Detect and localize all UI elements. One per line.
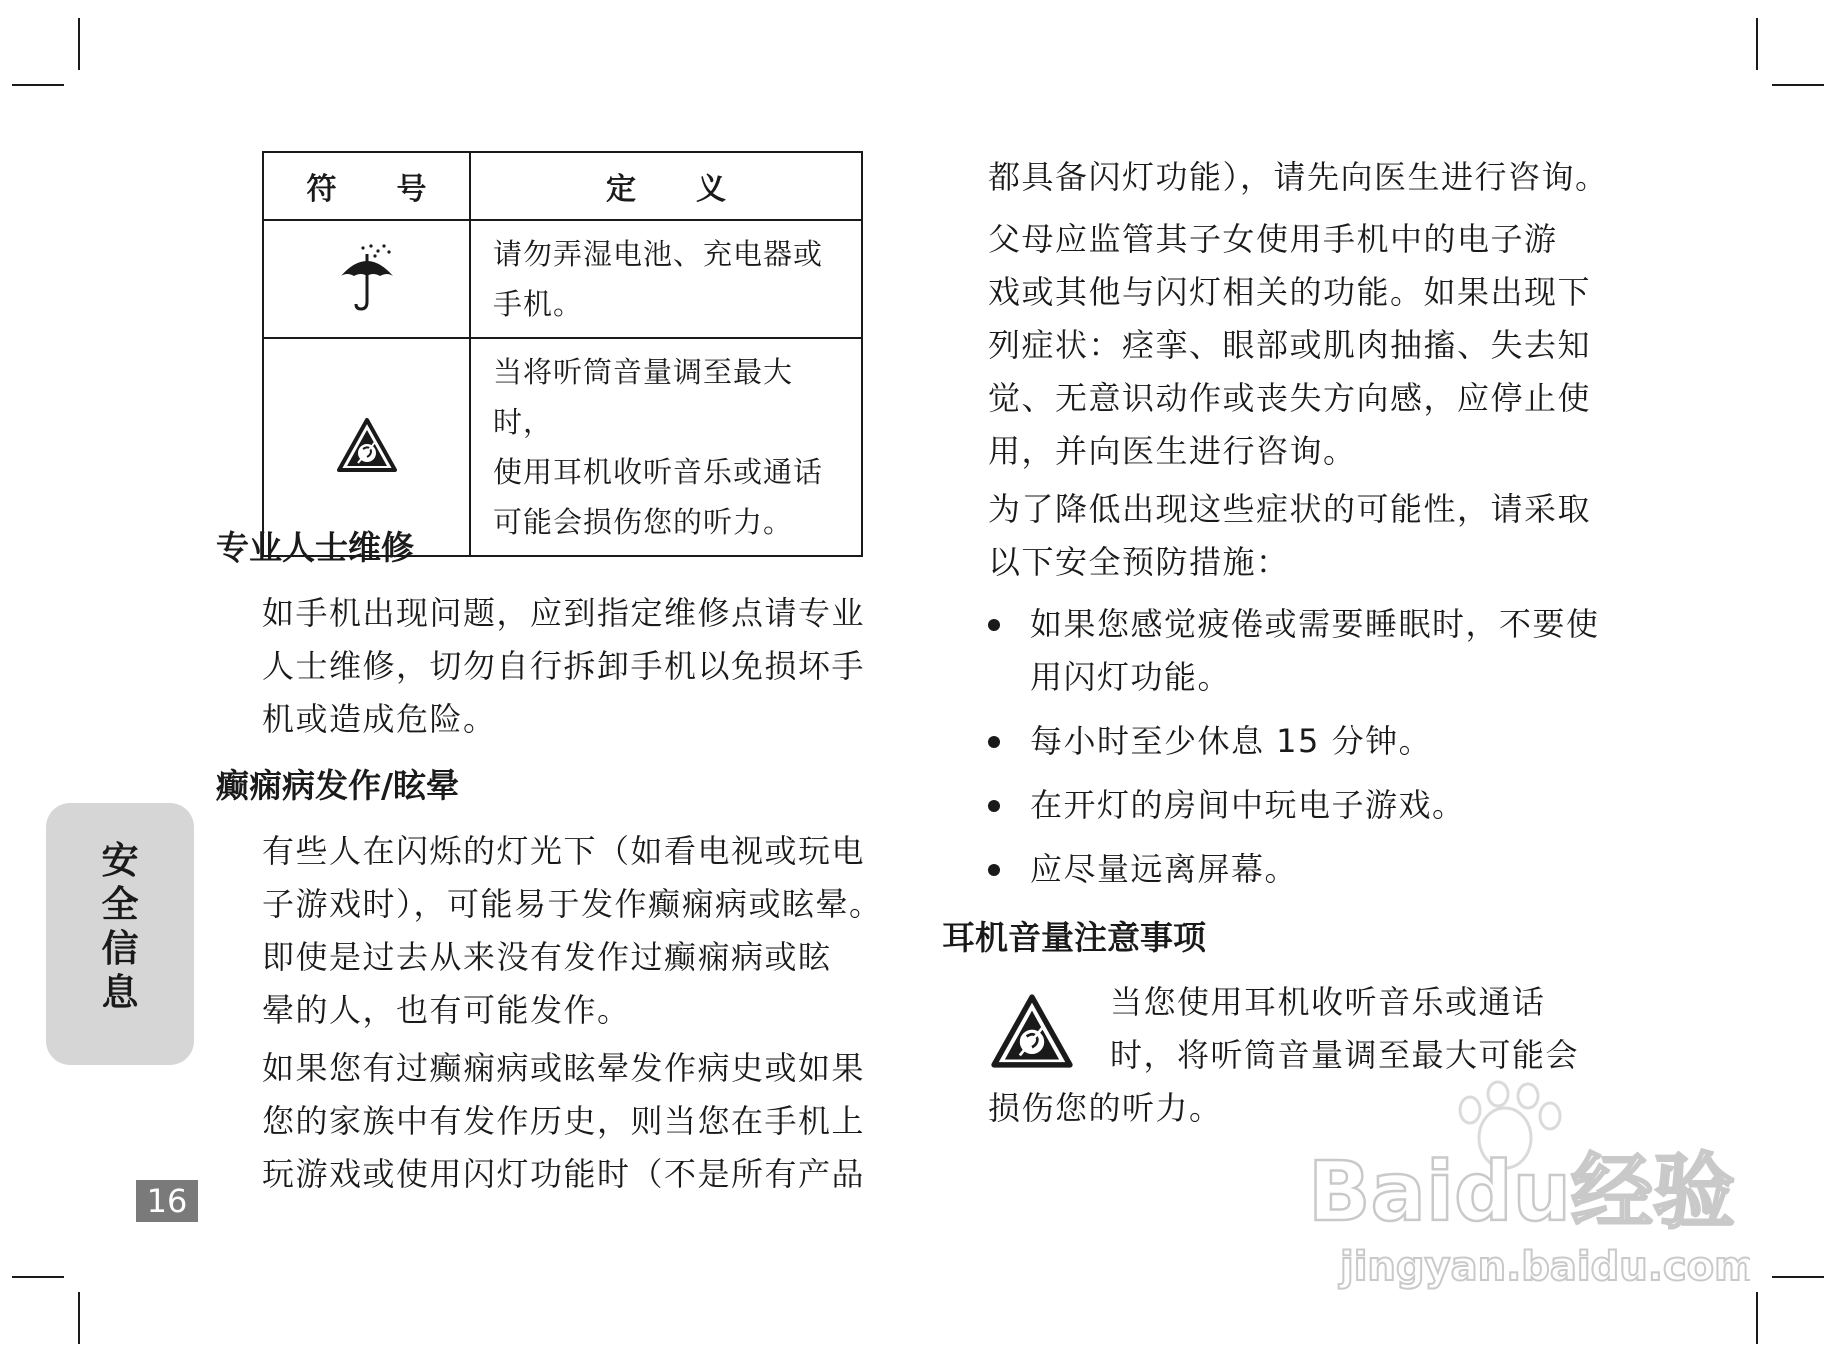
- crop-mark: [12, 84, 64, 86]
- text-line: 用闪灯功能。: [1030, 658, 1232, 696]
- headphone-text-cont: [988, 1082, 1223, 1135]
- text-line: 应尽量远离屏幕。: [1030, 850, 1299, 888]
- precaution-list: [988, 598, 1600, 907]
- crop-mark: [12, 1276, 64, 1278]
- crop-mark: [78, 1292, 80, 1344]
- paragraph-repair: [262, 587, 865, 746]
- text-line: 以下安全预防措施：: [988, 543, 1290, 581]
- crop-mark: [1772, 1276, 1824, 1278]
- paragraph-epilepsy-1: [262, 825, 883, 1037]
- list-item: [988, 598, 1600, 704]
- text-line: 玩游戏或使用闪灯功能时（不是所有产品: [262, 1155, 866, 1193]
- text-line: 列症状：痉挛、眼部或肌肉抽搐、失去知: [988, 326, 1592, 364]
- header-symbol: 符 号: [263, 152, 470, 220]
- bullet-icon: [988, 864, 1000, 876]
- table-row: [263, 220, 862, 338]
- umbrella-rain-icon: [337, 297, 397, 316]
- svg-text:Baidu经验: Baidu经验: [1308, 1145, 1736, 1240]
- definition-line: 可能会损伤您的听力。: [493, 505, 794, 539]
- text-line: 当您使用耳机收听音乐或通话: [1110, 983, 1546, 1021]
- text-line: 每小时至少休息 15 分钟。: [1030, 722, 1433, 760]
- text-line: 如果您有过癫痫病或眩晕发作病史或如果: [262, 1049, 866, 1087]
- crop-mark: [1756, 18, 1758, 70]
- text-line: 晕的人，也有可能发作。: [262, 991, 631, 1029]
- text-line: 子游戏时），可能易于发作癫痫病或眩晕。: [262, 885, 883, 923]
- symbol-table: [262, 151, 863, 557]
- definition-line: 手机。: [493, 287, 584, 321]
- text-line: 如果您感觉疲倦或需要睡眠时，不要使: [1030, 605, 1600, 643]
- crop-mark: [78, 18, 80, 70]
- definition-line: 当将听筒音量调至最大时，: [493, 355, 794, 439]
- hearing-warning-icon: [336, 458, 398, 477]
- definition-line: 使用耳机收听音乐或通话: [493, 455, 824, 489]
- symbol-cell: [263, 220, 470, 338]
- crop-mark: [1772, 84, 1824, 86]
- text-line: 时，将听筒音量调至最大可能会: [1110, 1036, 1580, 1074]
- list-item: [988, 843, 1600, 896]
- section-heading-repair: 专业人士维修: [216, 528, 414, 567]
- text-line: 父母应监管其子女使用手机中的电子游: [988, 220, 1558, 258]
- text-line: 即使是过去从来没有发作过癫痫病或眩: [262, 938, 832, 976]
- text-line: 都具备闪灯功能），请先向医生进行咨询。: [988, 158, 1609, 196]
- paragraph-parents: [988, 213, 1591, 478]
- section-heading-epilepsy: 癫痫病发作/眩晕: [216, 766, 460, 805]
- section-heading-headphone: 耳机音量注意事项: [942, 918, 1206, 957]
- page-number: 16: [136, 1180, 198, 1222]
- list-item: [988, 779, 1600, 832]
- text-line: 用，并向医生进行咨询。: [988, 432, 1357, 470]
- text-line: 觉、无意识动作或丧失方向感，应停止使: [988, 379, 1592, 417]
- text-line: 戏或其他与闪灯相关的功能。如果出现下: [988, 273, 1592, 311]
- definition-cell: [470, 220, 862, 338]
- bullet-icon: [988, 800, 1000, 812]
- list-item: [988, 715, 1600, 768]
- text-line: 机或造成危险。: [262, 700, 497, 738]
- bullet-icon: [988, 736, 1000, 748]
- text-line: 损伤您的听力。: [988, 1089, 1223, 1127]
- hearing-warning-icon: [990, 993, 1074, 1073]
- text-line: 为了降低出现这些症状的可能性，请采取: [988, 490, 1592, 528]
- text-line: 在开灯的房间中玩电子游戏。: [1030, 786, 1466, 824]
- paragraph-continuation: [988, 151, 1609, 204]
- header-definition: 定 义: [470, 152, 862, 220]
- svg-text:jingyan.baidu.com: jingyan.baidu.com: [1340, 1244, 1750, 1290]
- text-line: 人士维修，切勿自行拆卸手机以免损坏手: [262, 647, 866, 685]
- baidu-jingyan-watermark: [1300, 1080, 1750, 1295]
- definition-cell: [470, 338, 862, 556]
- paragraph-epilepsy-2: [262, 1042, 865, 1201]
- section-side-tab: [46, 803, 194, 1065]
- crop-mark: [1756, 1292, 1758, 1344]
- paragraph-reduce: [988, 483, 1591, 589]
- text-line: 如手机出现问题，应到指定维修点请专业: [262, 594, 866, 632]
- text-line: 您的家族中有发作历史，则当您在手机上: [262, 1102, 866, 1140]
- table-header-row: [263, 152, 862, 220]
- text-line: 有些人在闪烁的灯光下（如看电视或玩电: [262, 832, 866, 870]
- headphone-text: [1110, 976, 1579, 1082]
- definition-line: 请勿弄湿电池、充电器或: [493, 237, 824, 271]
- side-tab-label: 安全信息: [101, 839, 139, 1014]
- bullet-icon: [988, 619, 1000, 631]
